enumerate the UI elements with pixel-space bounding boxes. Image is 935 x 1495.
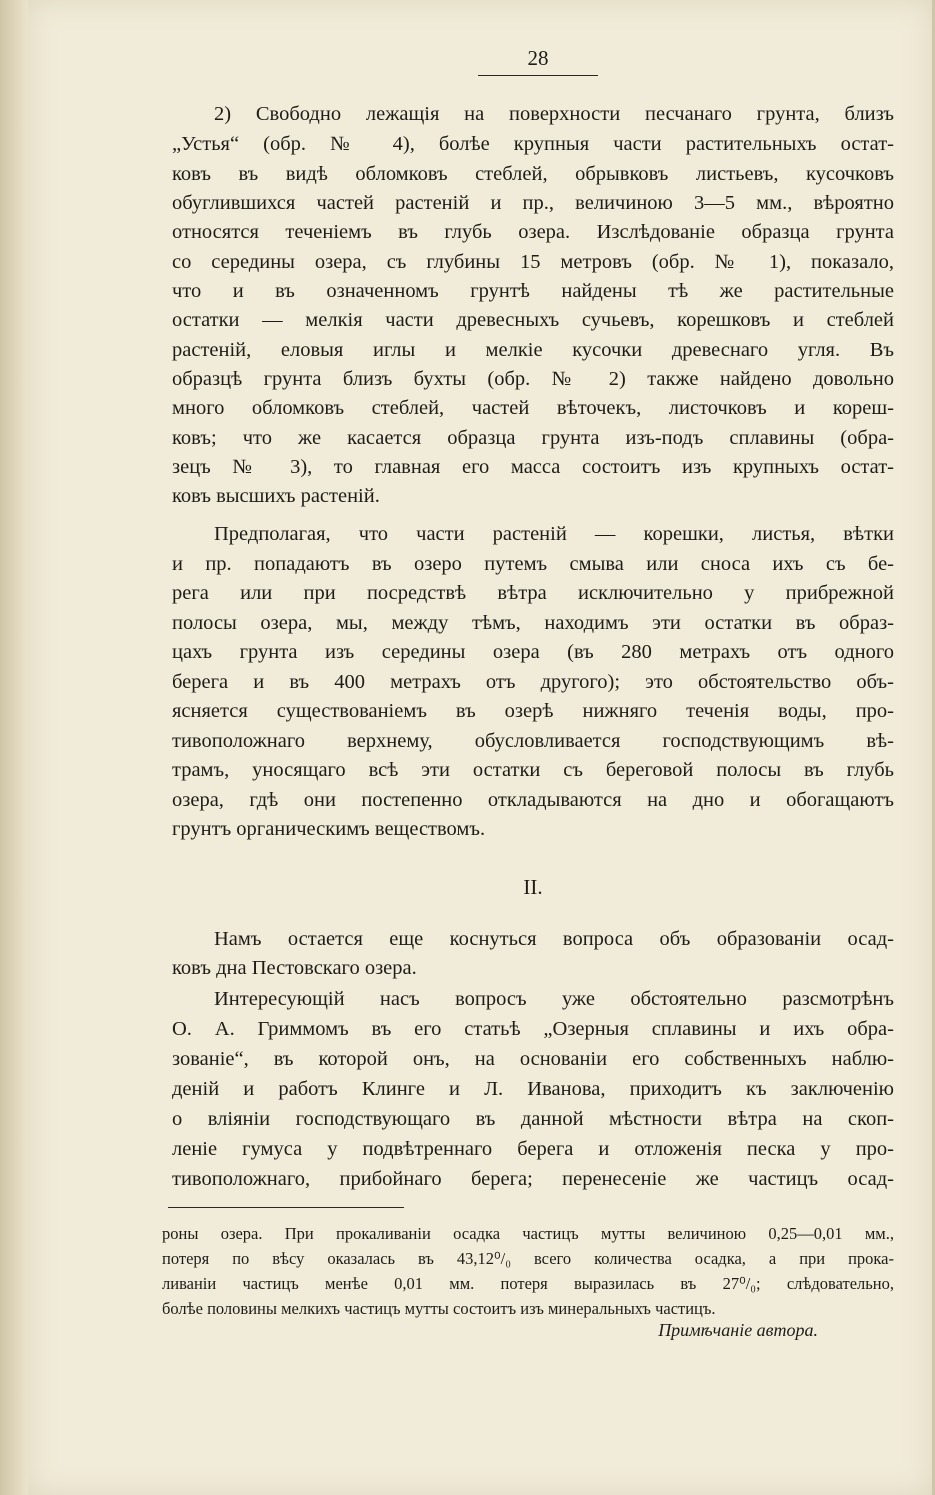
footnote-line: болѣе половины мелкихъ частицъ мутты состоитъ изъ минеральныхъ частицъ. [162,1299,716,1318]
text-line: Намъ остается еще коснуться вопроса объ образованіи осад- [214,928,894,950]
text-line: грунтъ органическимъ веществомъ. [172,818,486,840]
text-line: со середины озера, съ глубины 15 метровъ (обр. № 1), показало, [172,251,894,273]
text-line: 2) Свободно лежащія на поверхности песчанаго грунта, близъ [214,103,894,125]
footnote-line: роны озера. При прокаливаніи осадка частицъ мутты величиною 0,25—0,01 мм., [162,1224,894,1243]
text-line: что и въ означенномъ грунтѣ найдены тѣ же растительные [172,280,894,302]
page-number: 28 [527,46,549,70]
page-number-rule [478,75,598,76]
text-line: тивоположнаго верхнему, обусловливается господствующимъ вѣ- [172,730,894,752]
footnote-line: потеря по вѣсу оказалась въ 43,12⁰/₀ всего количества осадка, а при прока- [162,1249,894,1268]
text-line: и пр. попадаютъ въ озеро путемъ смыва или сноса ихъ съ бе- [172,553,894,575]
text-line: Предполагая, что части растеній — корешки, листья, вѣтки [214,523,894,545]
footnote-line: ливаніи частицъ менѣе 0,01 мм. потеря выразилась въ 27⁰/₀; слѣдовательно, [162,1274,894,1293]
text-line: берега и въ 400 метрахъ отъ другого); это обстоятельство объ- [172,671,894,693]
text-line: остатки — мелкія части древесныхъ сучьевъ, корешковъ и стеблей [172,309,894,331]
text-line: зецъ № 3), то главная его масса состоитъ изъ крупныхъ остат- [172,456,894,478]
text-line: „Устья“ (обр. № 4), болѣе крупныя части растительныхъ остат- [172,133,894,155]
text-line: о вліяніи господствующаго въ данной мѣстности вѣтра на скоп- [172,1108,894,1130]
text-line: ясняется существованіемъ въ озерѣ нижняго теченія воды, про- [172,700,894,722]
text-line: Интересующій насъ вопросъ уже обстоятельно разсмотрѣнъ [214,988,894,1010]
text-line: много обломковъ стеблей, частей вѣточекъ, листочковъ и кореш- [172,397,894,419]
text-line: обуглившихся частей растеній и пр., величиною 3—5 мм., вѣроятно [172,192,894,214]
text-line: трамъ, уносящаго всѣ эти остатки съ береговой полосы въ глубь [172,759,894,781]
text-line: относятся теченіемъ въ глубь озера. Изслѣдованіе образца грунта [172,221,894,243]
text-line: ковъ; что же касается образца грунта изъ-подъ сплавины (обра- [172,427,894,449]
text-line: цахъ грунта изъ середины озера (въ 280 метрахъ отъ одного [172,641,894,663]
footnote-rule [168,1207,404,1208]
text-line: зованіе“, въ которой онъ, на основаніи его собственныхъ наблю- [172,1048,894,1070]
text-line: О. А. Гриммомъ въ его статьѣ „Озерныя сплавины и ихъ обра- [172,1018,894,1040]
footnote-signature: Примѣчаніе автора. [658,1320,818,1340]
text-line: ковъ дна Пестовскаго озера. [172,957,417,979]
text-line: леніе гумуса у подвѣтреннаго берега и отложенія песка у про- [172,1138,894,1160]
text-line: полосы озера, мы, между тѣмъ, находимъ эти остатки въ образ- [172,612,894,634]
text-line: ковъ въ видѣ обломковъ стеблей, обрывковъ листьевъ, кусочковъ [172,163,894,185]
section-heading: II. [523,875,543,899]
text-line: деній и работъ Клинге и Л. Иванова, приходитъ къ заключенію [172,1078,894,1100]
text-line: тивоположнаго, прибойнаго берега; перенесеніе же частицъ осад- [172,1168,894,1190]
text-line: растеній, еловыя иглы и мелкіе кусочки древеснаго угля. Въ [172,339,894,361]
text-line: ковъ высшихъ растеній. [172,485,380,507]
text-line: образцѣ грунта близъ бухты (обр. № 2) также найдено довольно [172,368,894,390]
page-binding-edge [0,0,28,1495]
text-line: озера, гдѣ они постепенно откладываются на дно и обогащаютъ [172,789,894,811]
text-line: рега или при посредствѣ вѣтра исключительно у прибрежной [172,582,894,604]
